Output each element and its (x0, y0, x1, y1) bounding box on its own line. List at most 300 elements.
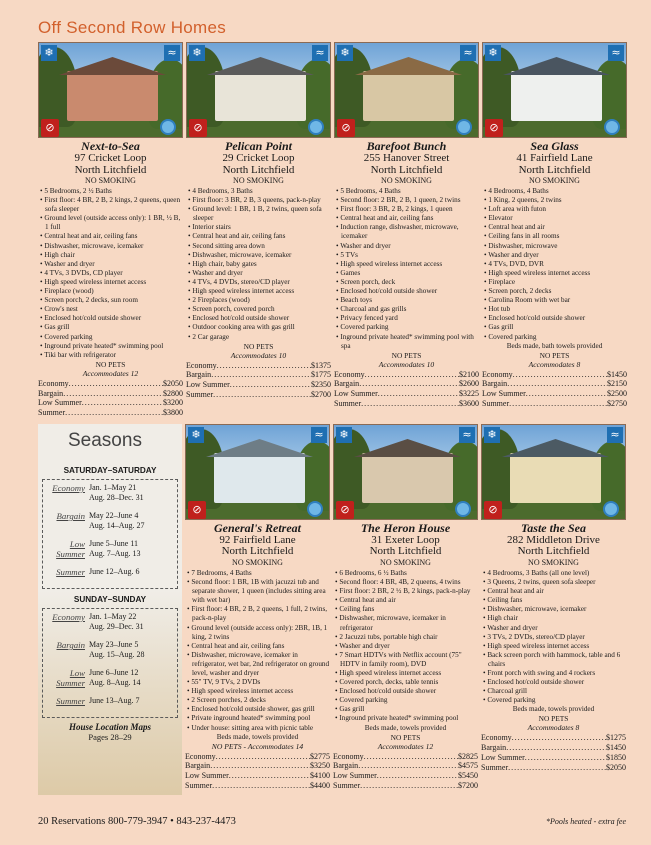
rate-row (334, 399, 479, 409)
rate-price: $2350 (311, 380, 331, 390)
property-card (481, 424, 626, 795)
rate-row (333, 761, 478, 771)
rate-price: $2600 (459, 379, 479, 389)
season-name: Low Summer (56, 667, 85, 688)
rate-price: $1775 (311, 370, 331, 380)
rate-price: $3225 (459, 389, 479, 399)
property-photo (334, 42, 479, 138)
pool-swimmer-icon: ≈ (459, 427, 475, 443)
rate-leader (378, 389, 459, 399)
ribbon-award-icon (456, 119, 472, 135)
rate-row (185, 781, 330, 791)
rate-season: Low Summer (481, 752, 525, 762)
maps-title: House Location Maps (68, 721, 151, 732)
rate-price: $3250 (310, 761, 330, 771)
extras-note: Beds made, towels provided (364, 723, 447, 732)
property-photo (333, 424, 478, 520)
rate-price: $1450 (606, 743, 626, 753)
feature-item: • High chair, baby gates (186, 260, 331, 269)
rate-leader (525, 753, 606, 763)
property-name: Next-to-Sea (81, 139, 140, 153)
season-dates: May 23–June 5 Aug. 15–Aug. 28 (89, 639, 145, 659)
rate-row (482, 370, 627, 380)
property-street: 97 Cricket Loop (74, 152, 147, 164)
property-street: 282 Middleton Drive (507, 533, 600, 546)
rate-season: Summer (38, 408, 66, 418)
ribbon-award-icon (455, 501, 471, 517)
feature-item: • Central heat and air (482, 223, 627, 232)
rate-leader (377, 771, 458, 781)
rate-price: $2750 (607, 398, 627, 408)
rate-row (38, 408, 183, 418)
feature-item: • Enclosed hot/cold outside shower (482, 314, 627, 323)
rate-row (186, 370, 331, 380)
feature-item: • First floor: 3 BR, 2 B, 2 kings, 1 queen (334, 205, 479, 214)
rate-leader (212, 781, 310, 791)
feature-item: • Second floor: 2 BR, 2 B, 1 queen, 2 twins (334, 196, 479, 205)
feature-item: • 4 TVs, 3 DVDs, CD player (38, 269, 183, 278)
rate-season: Summer (333, 780, 361, 790)
feature-list (482, 187, 627, 342)
no-pets-label: NO PETS (538, 714, 569, 724)
no-smoking-icon: ⊘ (41, 119, 59, 137)
rate-row (482, 399, 627, 409)
feature-item: • Crow's nest (38, 305, 183, 314)
rate-table (482, 370, 627, 409)
feature-list (185, 569, 330, 733)
rate-season: Low Summer (482, 389, 526, 399)
rate-table (38, 379, 183, 418)
property-town: North Litchfield (518, 163, 591, 176)
property-town: North Litchfield (369, 545, 442, 558)
rate-season: Bargain (333, 761, 359, 771)
feature-item: • Dishwasher, microwave, icemaker (38, 242, 183, 251)
feature-item: • 5 Bedrooms, 4 Baths (334, 187, 479, 196)
feature-item: • Front porch with swing and 4 rockers (481, 669, 626, 678)
feature-item: • Central heat and air, ceiling fans (186, 232, 331, 241)
rate-season: Economy (186, 360, 217, 370)
feature-item: • High speed wireless internet access (38, 278, 183, 287)
feature-item: • Carolina Room with wet bar (482, 296, 627, 305)
feature-item: • Ceiling fans in all rooms (482, 232, 627, 241)
pool-note: *Pools heated - extra fee (546, 817, 626, 826)
property-name: Pelican Point (225, 139, 292, 153)
feature-item: • Beach toys (334, 296, 479, 305)
rate-season: Low Summer (186, 380, 230, 390)
feature-item: • Induction range, dishwasher, microwave, icemaker (334, 223, 479, 241)
pool-swimmer-icon: ≈ (460, 45, 476, 61)
no-pets-label: NO PETS (243, 341, 274, 351)
no-smoking-label: NO SMOKING (85, 176, 136, 185)
row-1 (38, 42, 626, 418)
feature-item: • Enclosed hot/cold outside shower (186, 314, 331, 323)
photo-house (214, 453, 305, 503)
feature-list (334, 187, 479, 351)
property-name: General's Retreat (214, 520, 301, 535)
sunday-heading: SUNDAY–SUNDAY (73, 594, 147, 604)
property-card (186, 42, 331, 418)
accommodates-label: Accommodates 10 (230, 350, 287, 360)
listings-grid (38, 42, 626, 795)
feature-item: • Washer and dryer (334, 242, 479, 251)
feature-item: • Covered parking (38, 333, 183, 342)
rate-season: Low Summer (333, 771, 377, 781)
season-row (49, 511, 171, 531)
no-smoking-label: NO SMOKING (381, 176, 432, 185)
rate-season: Economy (481, 733, 512, 743)
rate-season: Bargain (186, 370, 212, 380)
feature-item: • Tiki bar with refrigerator (38, 351, 183, 360)
snowflake-icon: ❄ (484, 427, 500, 443)
property-town: North Litchfield (222, 163, 295, 176)
no-pets-label: NO PETS (539, 350, 570, 360)
feature-item: • 4 TVs, DVD, DVR (482, 260, 627, 269)
rate-leader (211, 370, 311, 380)
reservations-line: 20 Reservations 800-779-3947 • 843-237-4473 (38, 816, 236, 827)
feature-item: • Screen porch, covered porch (186, 305, 331, 314)
feature-item: • Enclosed hot/cold outside shower, gas grill (185, 705, 330, 714)
rate-row (186, 390, 331, 400)
saturday-box (42, 479, 178, 589)
property-name: The Heron House (360, 520, 451, 535)
feature-item: • Dishwasher, microwave (482, 242, 627, 251)
rate-leader (230, 380, 311, 390)
rate-leader (358, 761, 458, 771)
rate-price: $4400 (310, 781, 330, 791)
rate-season: Bargain (482, 379, 508, 389)
rate-row (333, 771, 478, 781)
rate-row (482, 379, 627, 389)
rate-season: Summer (334, 399, 362, 409)
feature-item: • Dishwasher, microwave, icemaker (186, 251, 331, 260)
feature-item: • Back screen porch with hammock, table and 6 chairs (481, 651, 626, 669)
feature-item: • Gas grill (38, 323, 183, 332)
feature-item: • Enclosed hot/cold outside shower (481, 678, 626, 687)
rate-row (481, 763, 626, 773)
pool-swimmer-icon: ≈ (311, 427, 327, 443)
feature-item: • First floor: 2 BR, 2 ½ B, 2 kings, pack-n-play (333, 587, 478, 596)
feature-item: • Washer and dryer (186, 269, 331, 278)
rate-price: $2050 (606, 762, 626, 772)
accommodates-label: NO PETS - Accommodates 14 (211, 741, 304, 751)
property-town: North Litchfield (74, 163, 147, 176)
rate-row (186, 361, 331, 371)
feature-item: • 2 Jacuzzi tubs, portable high chair (333, 633, 478, 642)
no-smoking-icon: ⊘ (484, 501, 502, 519)
rate-table (186, 361, 331, 400)
feature-item: • Games (334, 269, 479, 278)
seasons-panel (38, 424, 182, 795)
rate-price: $2150 (607, 379, 627, 389)
feature-item: • Washer and dryer (482, 251, 627, 260)
feature-item: • Ceiling fans (333, 605, 478, 614)
feature-item: • 55" TV, 9 TVs, 2 DVDs (185, 678, 330, 687)
season-row (49, 668, 171, 688)
feature-item: • Gas grill (333, 705, 478, 714)
rate-season: Economy (482, 369, 513, 379)
rate-price: $2775 (310, 751, 330, 761)
saturday-heading: SATURDAY–SATURDAY (63, 465, 157, 475)
rate-leader (360, 781, 458, 791)
season-dates: May 22–June 4 Aug. 14–Aug. 27 (89, 510, 145, 530)
property-name: Taste the Sea (521, 520, 586, 535)
feature-list (38, 187, 183, 360)
rate-price: $1375 (311, 360, 331, 370)
feature-item: • 7 Smart HDTVs with Netflix account (75" HDTV in family room), DVD (333, 651, 478, 669)
photo-house (215, 71, 306, 121)
feature-item: • Elevator (482, 214, 627, 223)
season-row (49, 539, 171, 559)
property-card (185, 424, 330, 795)
rate-row (481, 733, 626, 743)
accommodates-label: Accommodates 12 (82, 368, 139, 378)
row-2 (38, 424, 626, 795)
rate-price: $4100 (310, 771, 330, 781)
property-photo (185, 424, 330, 520)
feature-item: • Second sitting area down (186, 242, 331, 251)
pool-swimmer-icon: ≈ (312, 45, 328, 61)
feature-item: • Second floor: 4 BR, 4B, 2 queens, 4 twins (333, 578, 478, 587)
property-town: North Litchfield (221, 545, 294, 558)
property-street: 92 Fairfield Lane (219, 533, 296, 546)
property-info (186, 138, 331, 186)
rate-row (481, 743, 626, 753)
feature-item: • Covered parking (334, 323, 479, 332)
feature-item: • Ground level (outside access only): 1 BR, ½ B, 1 full (38, 214, 183, 232)
feature-item: • Enclosed hot/cold outside shower (38, 314, 183, 323)
feature-item: • Charcoal and gas grills (334, 305, 479, 314)
feature-item: • Central heat and air, ceiling fans (185, 642, 330, 651)
no-smoking-label: NO SMOKING (380, 557, 431, 567)
photo-house (362, 453, 453, 503)
rate-leader (512, 733, 606, 743)
rate-leader (513, 370, 607, 380)
feature-item: • Enclosed hot/cold outside shower (334, 287, 479, 296)
feature-item: • Central heat and air (333, 596, 478, 605)
feature-item: • Covered parking (481, 696, 626, 705)
feature-item: • 6 Bedrooms, 6 ½ Baths (333, 569, 478, 578)
feature-item: • Inground private heated* swimming pool with spa (334, 333, 479, 351)
rate-price: $2700 (311, 389, 331, 399)
feature-item: • 5 Bedrooms, 2 ½ Baths (38, 187, 183, 196)
rate-season: Bargain (481, 743, 507, 753)
feature-item: • Fireplace (wood) (38, 287, 183, 296)
season-name: Bargain (56, 510, 85, 521)
photo-house (510, 453, 601, 503)
feature-item: • 3 Queens, 2 twins, queen sofa sleeper (481, 578, 626, 587)
seasons-title: Seasons (68, 429, 142, 451)
rate-price: $2825 (458, 751, 478, 761)
property-street: 31 Exeter Loop (371, 533, 440, 546)
footer (38, 816, 626, 827)
feature-item: • Washer and dryer (481, 624, 626, 633)
rate-price: $3800 (163, 408, 183, 418)
property-photo (186, 42, 331, 138)
no-smoking-label: NO SMOKING (232, 557, 283, 567)
rate-price: $1450 (607, 369, 627, 379)
photo-house (67, 71, 158, 121)
rate-season: Bargain (334, 379, 360, 389)
property-name: Barefoot Bunch (366, 139, 447, 153)
rate-price: $2500 (607, 389, 627, 399)
rate-table (481, 733, 626, 772)
rate-season: Low Summer (38, 398, 82, 408)
feature-item: • First floor: 4 BR, 2 B, 2 queens, 1 full, 2 twins, pack-n-play (185, 605, 330, 623)
rate-leader (361, 399, 459, 409)
feature-item: • Ground level: 1 BR, 1 B, 2 twins, queen sofa sleeper (186, 205, 331, 223)
feature-item: • 7 Bedrooms, 4 Baths (185, 569, 330, 578)
rate-row (186, 380, 331, 390)
rate-price: $3200 (163, 398, 183, 408)
season-name: Summer (56, 566, 85, 577)
ribbon-award-icon (604, 119, 620, 135)
property-town: North Litchfield (370, 163, 443, 176)
accommodates-label: Accommodates 10 (378, 359, 435, 369)
feature-item: • 4 Bedrooms, 3 Baths (186, 187, 331, 196)
feature-item: • High speed wireless internet access (481, 642, 626, 651)
rate-season: Summer (185, 781, 213, 791)
property-photo (38, 42, 183, 138)
feature-item: • 2 Screen porches, 2 decks (185, 696, 330, 705)
feature-item: • Central heat and air, ceiling fans (334, 214, 479, 223)
ribbon-award-icon (307, 501, 323, 517)
property-street: 29 Cricket Loop (222, 152, 295, 164)
feature-item: • High speed wireless internet access (334, 260, 479, 269)
rate-leader (509, 399, 607, 409)
rate-price: $1275 (606, 733, 626, 743)
season-row (49, 640, 171, 660)
feature-item: • Ground level (outside access only): 2BR, 1B, 1 king, 2 twins (185, 624, 330, 642)
rate-leader (216, 752, 310, 762)
rate-row (333, 752, 478, 762)
feature-item: • 4 Bedrooms, 3 Baths (all one level) (481, 569, 626, 578)
season-row (49, 696, 171, 706)
no-smoking-label: NO SMOKING (528, 557, 579, 567)
page-title: Off Second Row Homes (38, 18, 227, 37)
feature-item: • Covered parking (333, 696, 478, 705)
feature-item: • Inground private heated* swimming pool (38, 342, 183, 351)
rate-leader (82, 398, 163, 408)
season-row (49, 483, 171, 503)
property-photo (482, 42, 627, 138)
rate-row (334, 370, 479, 380)
rate-row (38, 398, 183, 408)
feature-item: • Outdoor cooking area with gas grill (186, 323, 331, 332)
rate-price: $2800 (163, 388, 183, 398)
property-town: North Litchfield (517, 545, 590, 558)
rate-price: $7200 (458, 780, 478, 790)
property-card (482, 42, 627, 418)
feature-item: • 1 King, 2 queens, 2 twins (482, 196, 627, 205)
feature-item: • High chair (481, 614, 626, 623)
rate-price: $2100 (459, 369, 479, 379)
accommodates-label: Accommodates 8 (528, 359, 581, 369)
season-name: Summer (56, 695, 85, 706)
pool-swimmer-icon: ≈ (608, 45, 624, 61)
rate-season: Summer (481, 762, 509, 772)
feature-item: • 3 TVs, 2 DVDs, stereo/CD player (481, 633, 626, 642)
season-dates: June 5–June 11 Aug. 7–Aug. 13 (89, 538, 141, 558)
property-info (185, 520, 330, 568)
feature-item: • Ceiling fans (481, 596, 626, 605)
feature-item: • Privacy fenced yard (334, 314, 479, 323)
property-info (333, 520, 478, 568)
feature-item: • First floor: 4 BR, 2 B, 2 kings, 2 queens, queen sofa sleeper (38, 196, 183, 214)
feature-item: • Central heat and air, ceiling fans (38, 232, 183, 241)
feature-item: • Under house: sitting area with picnic table (185, 724, 330, 733)
rate-leader (364, 752, 458, 762)
feature-item: • 4 TVs, 4 DVDs, stereo/CD player (186, 278, 331, 287)
rate-leader (359, 379, 459, 389)
feature-item: • Charcoal grill (481, 687, 626, 696)
season-dates: Jan. 1–May 22 Aug. 29–Dec. 31 (89, 611, 144, 631)
season-dates: June 12–Aug. 6 (89, 566, 140, 576)
season-dates: Jan. 1–May 21 Aug. 28–Dec. 31 (89, 482, 144, 502)
season-name: Low Summer (56, 538, 85, 559)
rate-season: Bargain (185, 761, 211, 771)
snowflake-icon: ❄ (188, 427, 204, 443)
property-street: 41 Fairfield Lane (516, 152, 593, 164)
extras-note: Beds made, towels provided (216, 732, 299, 741)
property-photo (481, 424, 626, 520)
feature-item: • Central heat and air (481, 587, 626, 596)
feature-item: • Second floor: 1 BR, 1B with jacuzzi tub and separate shower, 1 queen (includes sitting area with wet bar) (185, 578, 330, 605)
rate-row (38, 379, 183, 389)
feature-item: • 2 Car garage (186, 333, 331, 342)
rate-leader (229, 771, 310, 781)
rate-row (334, 389, 479, 399)
rate-row (185, 771, 330, 781)
property-info (482, 138, 627, 186)
snowflake-icon: ❄ (485, 45, 501, 61)
rate-leader (63, 389, 163, 399)
feature-item: • 4 Bedrooms, 4 Baths (482, 187, 627, 196)
property-card (334, 42, 479, 418)
rate-row (185, 761, 330, 771)
feature-item: • Enclosed hot/cold outside shower (333, 687, 478, 696)
no-smoking-icon: ⊘ (336, 501, 354, 519)
property-info (481, 520, 626, 568)
feature-item: • Dishwasher, microwave, icemaker (481, 605, 626, 614)
no-pets-label: NO PETS (391, 350, 422, 360)
feature-item: • Covered parking (482, 333, 627, 342)
no-smoking-icon: ⊘ (189, 119, 207, 137)
feature-item: • Dishwasher, microwave, icemaker in refrigerator (333, 614, 478, 632)
property-card (38, 42, 183, 418)
feature-item: • 5 TVs (334, 251, 479, 260)
photo-house (363, 71, 454, 121)
feature-item: • Screen porch, 2 decks (482, 287, 627, 296)
rate-leader (508, 763, 606, 773)
rate-price: $3600 (459, 399, 479, 409)
feature-item: • Covered porch, decks, table tennis (333, 678, 478, 687)
property-info (334, 138, 479, 186)
rate-row (482, 389, 627, 399)
season-dates: June 13–Aug. 7 (89, 695, 140, 705)
rate-table (334, 370, 479, 409)
feature-item: • Loft area with futon (482, 205, 627, 214)
feature-item: • Screen porch, 2 decks, sun room (38, 296, 183, 305)
feature-item: • High speed wireless internet access (333, 669, 478, 678)
rate-season: Bargain (38, 388, 64, 398)
feature-item: • Gas grill (482, 323, 627, 332)
rate-row (185, 752, 330, 762)
feature-item: • High speed wireless internet access (482, 269, 627, 278)
feature-item: • Washer and dryer (38, 260, 183, 269)
rate-season: Economy (334, 369, 365, 379)
season-dates: June 6–June 12 Aug. 8–Aug. 14 (89, 667, 141, 687)
property-info (38, 138, 183, 186)
